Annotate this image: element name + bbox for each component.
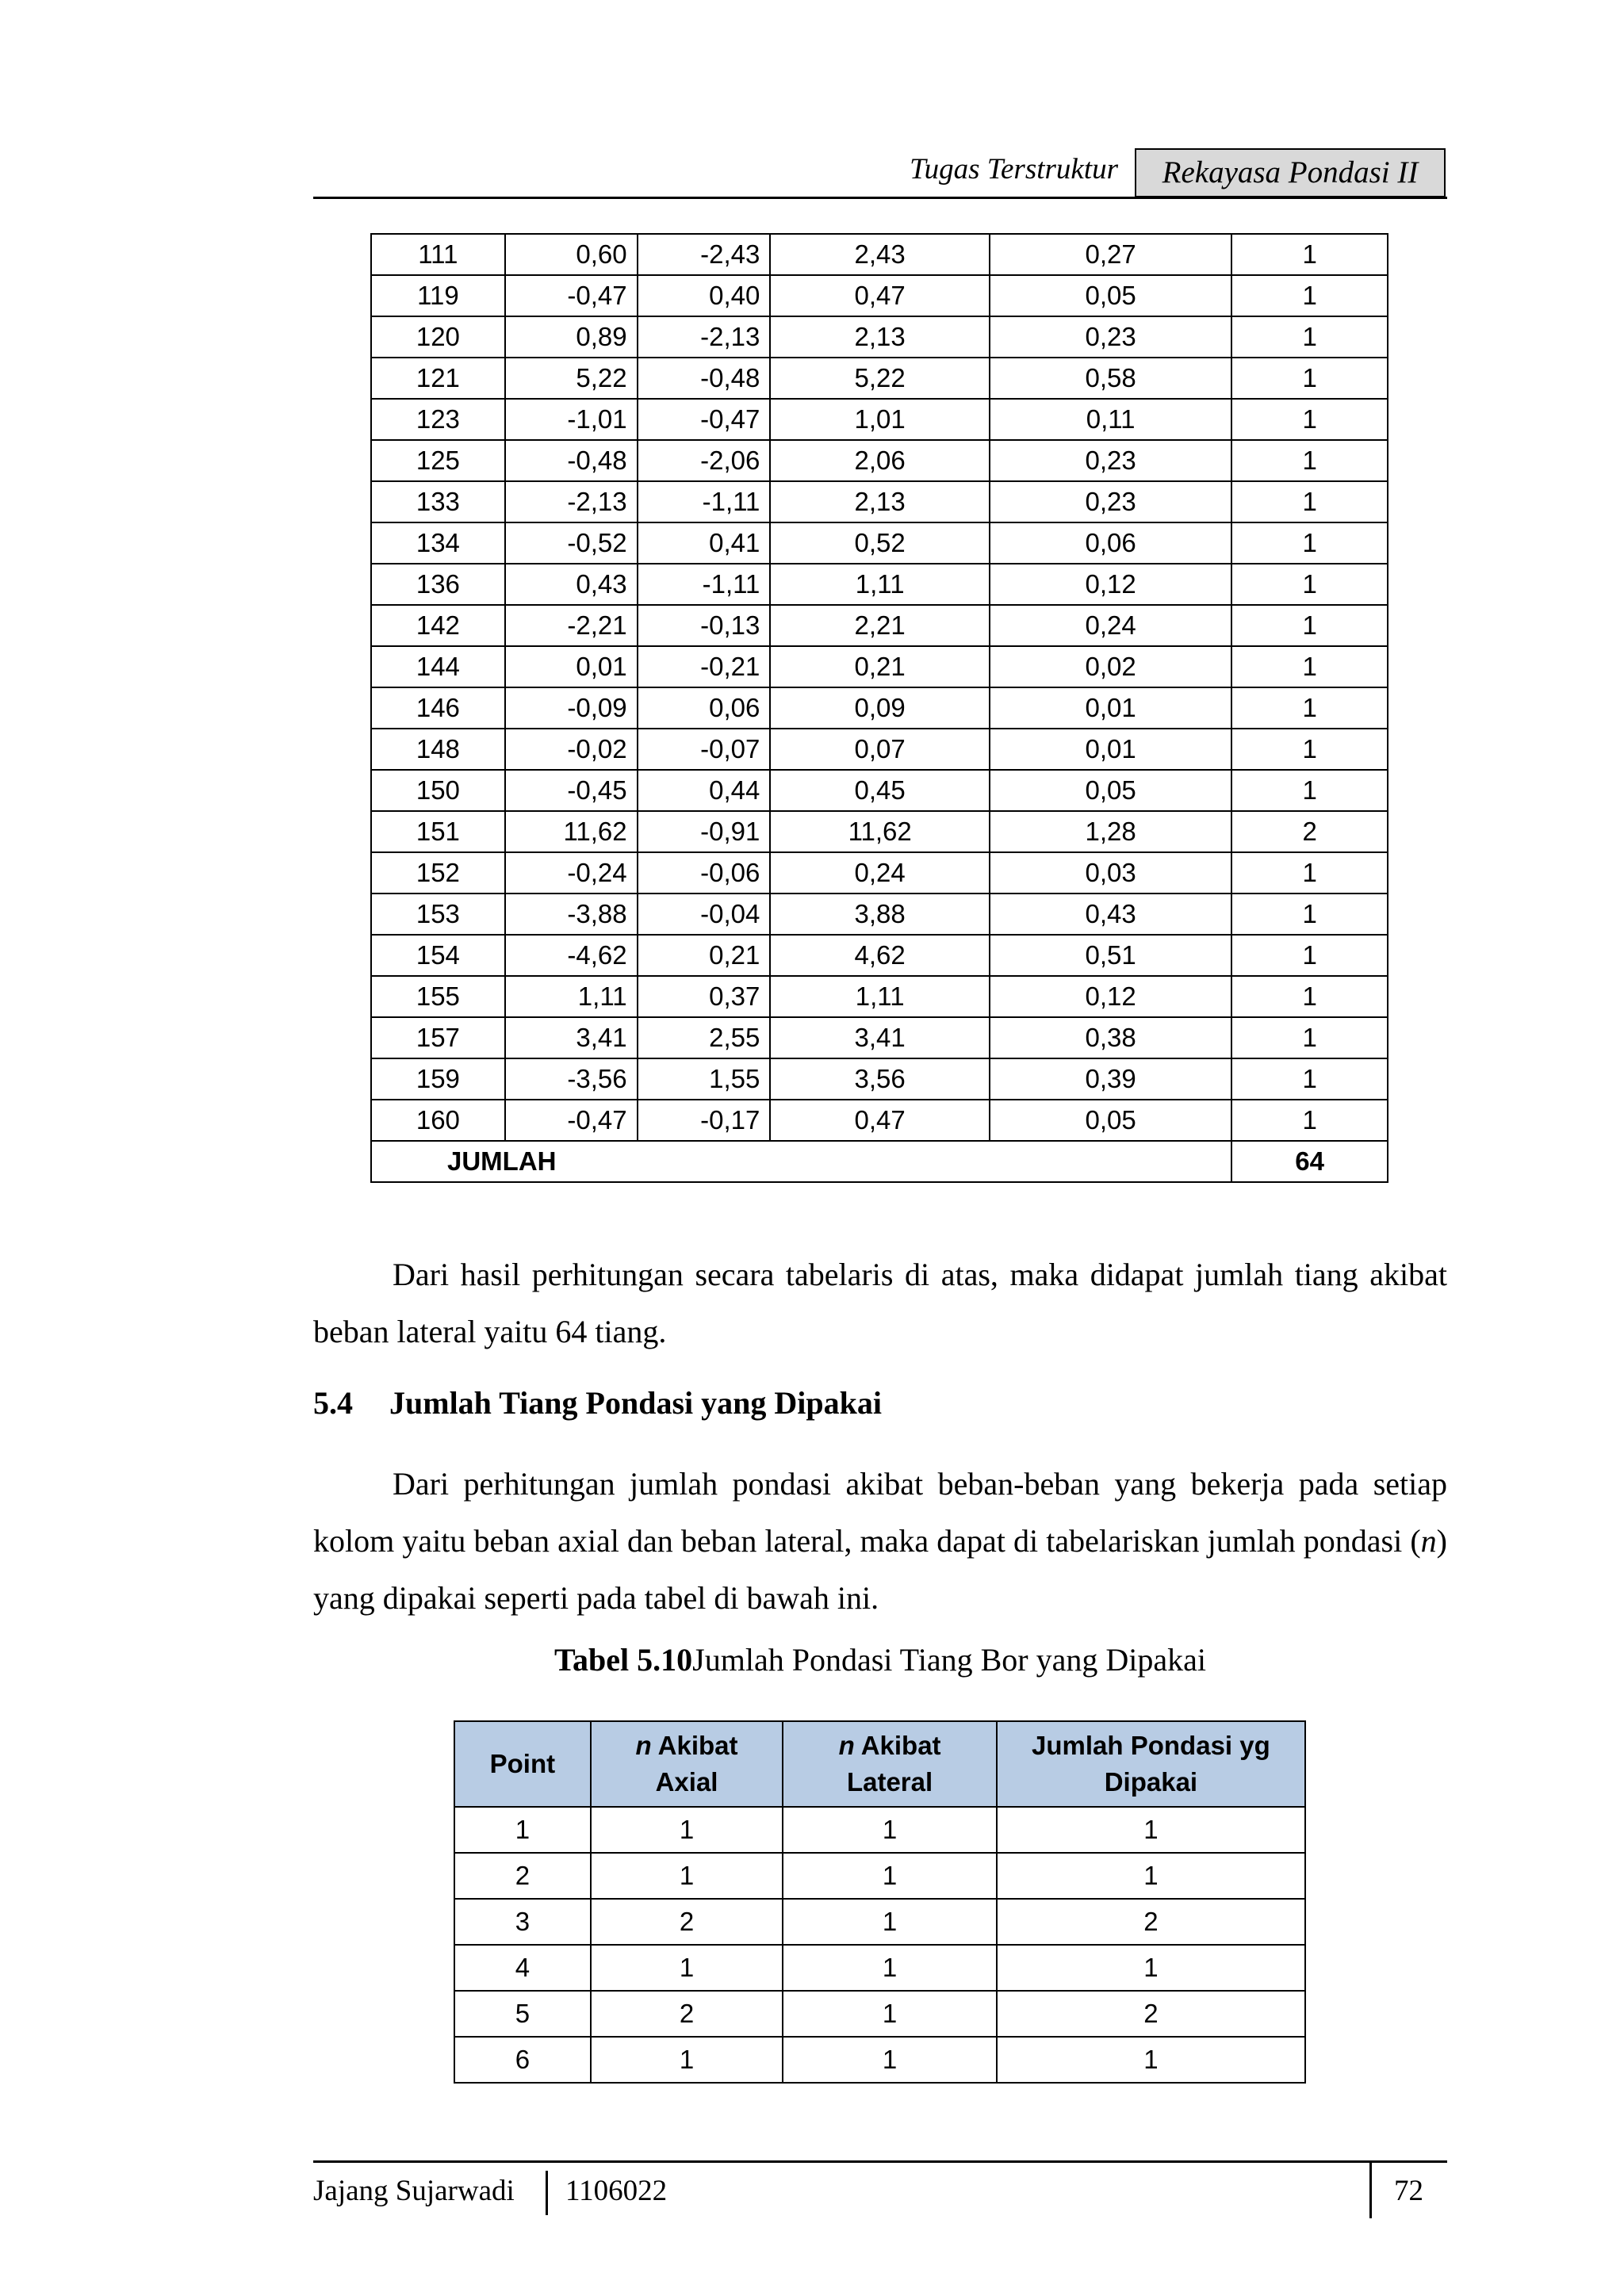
table-caption — [313, 1641, 1447, 1678]
section-heading — [313, 1384, 882, 1422]
table-cell: -2,13 — [638, 316, 771, 358]
table-cell: 11,62 — [505, 811, 638, 852]
table-row — [371, 1100, 1388, 1141]
table-row — [454, 1991, 1305, 2037]
table-cell: 0,58 — [990, 358, 1231, 399]
lateral-table — [370, 233, 1388, 1183]
table-cell: -0,21 — [638, 646, 771, 687]
table-cell: 0,11 — [990, 399, 1231, 440]
header-rule — [313, 197, 1447, 199]
table-cell: 1 — [783, 1899, 997, 1945]
table-cell: 1 — [783, 1991, 997, 2037]
table-cell: 1 — [1231, 316, 1388, 358]
table-cell: 1 — [591, 2037, 783, 2083]
table-cell: -0,91 — [638, 811, 771, 852]
table-cell: 0,43 — [990, 894, 1231, 935]
table-row — [371, 440, 1388, 481]
table-row — [371, 770, 1388, 811]
table-cell: -0,13 — [638, 605, 771, 646]
table-cell: -0,24 — [505, 852, 638, 894]
table-cell: 152 — [371, 852, 505, 894]
total-value: 64 — [1231, 1141, 1388, 1182]
table-cell: -0,48 — [505, 440, 638, 481]
table-cell: 150 — [371, 770, 505, 811]
table-cell: 0,40 — [638, 275, 771, 316]
table-cell: 1 — [783, 2037, 997, 2083]
table-cell: 157 — [371, 1017, 505, 1058]
table-cell: 1 — [1231, 481, 1388, 522]
table-row — [371, 275, 1388, 316]
table-row — [371, 481, 1388, 522]
table-cell: 1 — [997, 1853, 1305, 1899]
table-cell: 1 — [1231, 687, 1388, 729]
table-cell: 0,09 — [770, 687, 990, 729]
table-cell: 1 — [1231, 852, 1388, 894]
table-row — [454, 1853, 1305, 1899]
table-row — [371, 399, 1388, 440]
table-cell: 0,38 — [990, 1017, 1231, 1058]
table-row — [371, 1058, 1388, 1100]
table-cell: 136 — [371, 564, 505, 605]
table-cell: 111 — [371, 234, 505, 275]
table-cell: 0,23 — [990, 440, 1231, 481]
table-cell: 0,21 — [638, 935, 771, 976]
table-cell: 0,02 — [990, 646, 1231, 687]
table-row — [371, 605, 1388, 646]
table-cell: 155 — [371, 976, 505, 1017]
table-row — [371, 316, 1388, 358]
table-cell: 2,13 — [770, 316, 990, 358]
table-cell: -2,13 — [505, 481, 638, 522]
table-cell: 0,06 — [990, 522, 1231, 564]
table-cell: 154 — [371, 935, 505, 976]
table-cell: -2,43 — [638, 234, 771, 275]
table-cell: -0,04 — [638, 894, 771, 935]
table-cell: 0,52 — [770, 522, 990, 564]
table-cell: 1 — [1231, 1100, 1388, 1141]
total-label: JUMLAH — [371, 1141, 1231, 1182]
table-cell: 0,24 — [770, 852, 990, 894]
table-cell: 0,45 — [770, 770, 990, 811]
table-cell: 1,11 — [770, 976, 990, 1017]
table-cell: 1 — [1231, 1017, 1388, 1058]
table-cell: 1 — [997, 1807, 1305, 1853]
table-cell: 1 — [1231, 605, 1388, 646]
table-cell: 3,41 — [770, 1017, 990, 1058]
table-cell: 1 — [1231, 646, 1388, 687]
table-cell: 1 — [997, 2037, 1305, 2083]
table-cell: 0,23 — [990, 481, 1231, 522]
table-cell: 0,44 — [638, 770, 771, 811]
table-cell: 134 — [371, 522, 505, 564]
table-cell: 125 — [371, 440, 505, 481]
table-cell: 0,05 — [990, 770, 1231, 811]
table-cell: 1,11 — [505, 976, 638, 1017]
table-cell: 1 — [997, 1945, 1305, 1991]
table-cell: 121 — [371, 358, 505, 399]
table-cell: 1,28 — [990, 811, 1231, 852]
table-cell: -0,47 — [505, 275, 638, 316]
table-cell: 0,41 — [638, 522, 771, 564]
table-cell: 0,21 — [770, 646, 990, 687]
table-cell: 5 — [454, 1991, 591, 2037]
paragraph-text-after: ) yang dipakai seperti pada tabel di bawah ini. — [313, 1523, 1447, 1616]
table-cell: 0,24 — [990, 605, 1231, 646]
header-total: Jumlah Pondasi yg Dipakai — [997, 1721, 1305, 1807]
table-row — [371, 976, 1388, 1017]
table-cell: 2,06 — [770, 440, 990, 481]
table-cell: 123 — [371, 399, 505, 440]
table-cell: -0,07 — [638, 729, 771, 770]
table-cell: 11,62 — [770, 811, 990, 852]
table-cell: 1,01 — [770, 399, 990, 440]
table-cell: 0,23 — [990, 316, 1231, 358]
table-row — [371, 729, 1388, 770]
table-row — [454, 1945, 1305, 1991]
table-cell: 160 — [371, 1100, 505, 1141]
table-cell: 0,89 — [505, 316, 638, 358]
table-row — [454, 1807, 1305, 1853]
table-cell: 2 — [997, 1899, 1305, 1945]
table-cell: 0,07 — [770, 729, 990, 770]
table-cell: 153 — [371, 894, 505, 935]
table-cell: 1 — [1231, 1058, 1388, 1100]
page-number: 72 — [1394, 2175, 1423, 2207]
table-cell: 146 — [371, 687, 505, 729]
paragraph-tabulation — [313, 1456, 1447, 1627]
footer-student-id: 1106022 — [565, 2175, 668, 2207]
table-cell: 1,11 — [770, 564, 990, 605]
header-axial: n Akibat Axial — [591, 1721, 783, 1807]
footer-rule — [313, 2160, 1447, 2163]
table-cell: 4,62 — [770, 935, 990, 976]
table-cell: 1 — [1231, 935, 1388, 976]
table-cell: 5,22 — [505, 358, 638, 399]
table-cell: 0,01 — [990, 729, 1231, 770]
table-cell: 119 — [371, 275, 505, 316]
table-cell: 1 — [591, 1807, 783, 1853]
table-cell: 0,47 — [770, 1100, 990, 1141]
table-cell: 1 — [591, 1945, 783, 1991]
table-cell: 0,12 — [990, 564, 1231, 605]
table-cell: 148 — [371, 729, 505, 770]
table-cell: 1 — [1231, 564, 1388, 605]
caption-label: Tabel 5.10 — [554, 1642, 693, 1678]
table-cell: -0,17 — [638, 1100, 771, 1141]
table-cell: -0,09 — [505, 687, 638, 729]
table-cell: -0,47 — [505, 1100, 638, 1141]
table-cell: 2,13 — [770, 481, 990, 522]
table-cell: 1 — [1231, 234, 1388, 275]
table-row — [371, 687, 1388, 729]
table-cell: 1 — [783, 1853, 997, 1899]
table-cell: 0,01 — [990, 687, 1231, 729]
header-point: Point — [454, 1721, 591, 1807]
table-cell: -0,48 — [638, 358, 771, 399]
header-course-box: Rekayasa Pondasi II — [1135, 148, 1446, 197]
table-cell: -2,21 — [505, 605, 638, 646]
table-cell: 2,43 — [770, 234, 990, 275]
table-row — [371, 564, 1388, 605]
table-cell: 151 — [371, 811, 505, 852]
table-cell: 133 — [371, 481, 505, 522]
table-cell: 0,05 — [990, 1100, 1231, 1141]
table-cell: -0,45 — [505, 770, 638, 811]
table-cell: -3,88 — [505, 894, 638, 935]
table-cell: 3,56 — [770, 1058, 990, 1100]
table-cell: 1 — [1231, 770, 1388, 811]
table-row — [371, 852, 1388, 894]
lateral-table-body — [371, 234, 1388, 1141]
table-cell: 142 — [371, 605, 505, 646]
table-cell: 0,01 — [505, 646, 638, 687]
table-row — [371, 522, 1388, 564]
table-cell: 0,05 — [990, 275, 1231, 316]
table-cell: 0,27 — [990, 234, 1231, 275]
table-row — [371, 1017, 1388, 1058]
lateral-table-total-row — [371, 1141, 1388, 1182]
pile-count-table-body — [454, 1807, 1305, 2083]
table-cell: 120 — [371, 316, 505, 358]
table-cell: 1 — [591, 1853, 783, 1899]
pile-count-table — [454, 1720, 1306, 2084]
table-cell: 3,41 — [505, 1017, 638, 1058]
table-cell: 0,06 — [638, 687, 771, 729]
table-cell: -4,62 — [505, 935, 638, 976]
table-cell: -0,47 — [638, 399, 771, 440]
table-cell: -0,06 — [638, 852, 771, 894]
table-cell: 1 — [1231, 976, 1388, 1017]
table-cell: -2,06 — [638, 440, 771, 481]
table-cell: 1 — [1231, 440, 1388, 481]
table-cell: 2 — [1231, 811, 1388, 852]
table-cell: 2 — [591, 1991, 783, 2037]
table-cell: 2 — [997, 1991, 1305, 2037]
table-cell: 1 — [1231, 729, 1388, 770]
table-cell: 1 — [1231, 522, 1388, 564]
caption-text: Jumlah Pondasi Tiang Bor yang Dipakai — [692, 1642, 1206, 1678]
table-cell: -1,11 — [638, 564, 771, 605]
section-title: Jumlah Tiang Pondasi yang Dipakai — [389, 1385, 882, 1421]
table-cell: 0,03 — [990, 852, 1231, 894]
table-cell: 144 — [371, 646, 505, 687]
footer-divider — [546, 2171, 548, 2215]
paragraph-text-before: Dari perhitungan jumlah pondasi akibat beban-beban yang bekerja pada setiap kolom yaitu beban axial dan beban lateral, maka dapat di tabelariskan jumlah pondasi ( — [313, 1466, 1447, 1559]
table-cell: -1,01 — [505, 399, 638, 440]
table-cell: 1 — [1231, 399, 1388, 440]
table-cell: 0,37 — [638, 976, 771, 1017]
table-cell: 0,60 — [505, 234, 638, 275]
footer-page-divider — [1369, 2163, 1372, 2218]
table-cell: -0,52 — [505, 522, 638, 564]
table-cell: 2 — [591, 1899, 783, 1945]
table-cell: 1,55 — [638, 1058, 771, 1100]
table-cell: 1 — [1231, 894, 1388, 935]
table-row — [371, 646, 1388, 687]
table-cell: 5,22 — [770, 358, 990, 399]
paragraph-italic-n: n — [1420, 1523, 1437, 1559]
table-cell: 0,39 — [990, 1058, 1231, 1100]
header-lateral: n Akibat Lateral — [783, 1721, 997, 1807]
header-title: Tugas Terstruktur — [910, 153, 1118, 186]
table-row — [454, 1899, 1305, 1945]
table-row — [371, 935, 1388, 976]
table-cell: 4 — [454, 1945, 591, 1991]
table-row — [371, 811, 1388, 852]
table-cell: 6 — [454, 2037, 591, 2083]
table-cell: 1 — [454, 1807, 591, 1853]
table-row — [454, 2037, 1305, 2083]
table-cell: 159 — [371, 1058, 505, 1100]
table-cell: 3,88 — [770, 894, 990, 935]
footer-author-name: Jajang Sujarwadi — [313, 2175, 515, 2207]
table-cell: 2,55 — [638, 1017, 771, 1058]
table-row — [371, 234, 1388, 275]
paragraph-lateral-result: Dari hasil perhitungan secara tabelaris di atas, maka didapat jumlah tiang akibat beban lateral yaitu 64 tiang. — [313, 1257, 1447, 1349]
pile-count-table-header — [454, 1721, 1305, 1807]
table-cell: 1 — [1231, 358, 1388, 399]
table-cell: 0,47 — [770, 275, 990, 316]
table-cell: 2 — [454, 1853, 591, 1899]
table-cell: 1 — [783, 1945, 997, 1991]
table-cell: 1 — [783, 1807, 997, 1853]
table-cell: 3 — [454, 1899, 591, 1945]
table-cell: -1,11 — [638, 481, 771, 522]
table-cell: 2,21 — [770, 605, 990, 646]
table-row — [371, 358, 1388, 399]
section-number: 5.4 — [313, 1385, 353, 1421]
table-cell: 1 — [1231, 275, 1388, 316]
table-cell: -0,02 — [505, 729, 638, 770]
table-cell: 0,51 — [990, 935, 1231, 976]
table-cell: 0,12 — [990, 976, 1231, 1017]
table-cell: -3,56 — [505, 1058, 638, 1100]
table-row — [371, 894, 1388, 935]
table-cell: 0,43 — [505, 564, 638, 605]
